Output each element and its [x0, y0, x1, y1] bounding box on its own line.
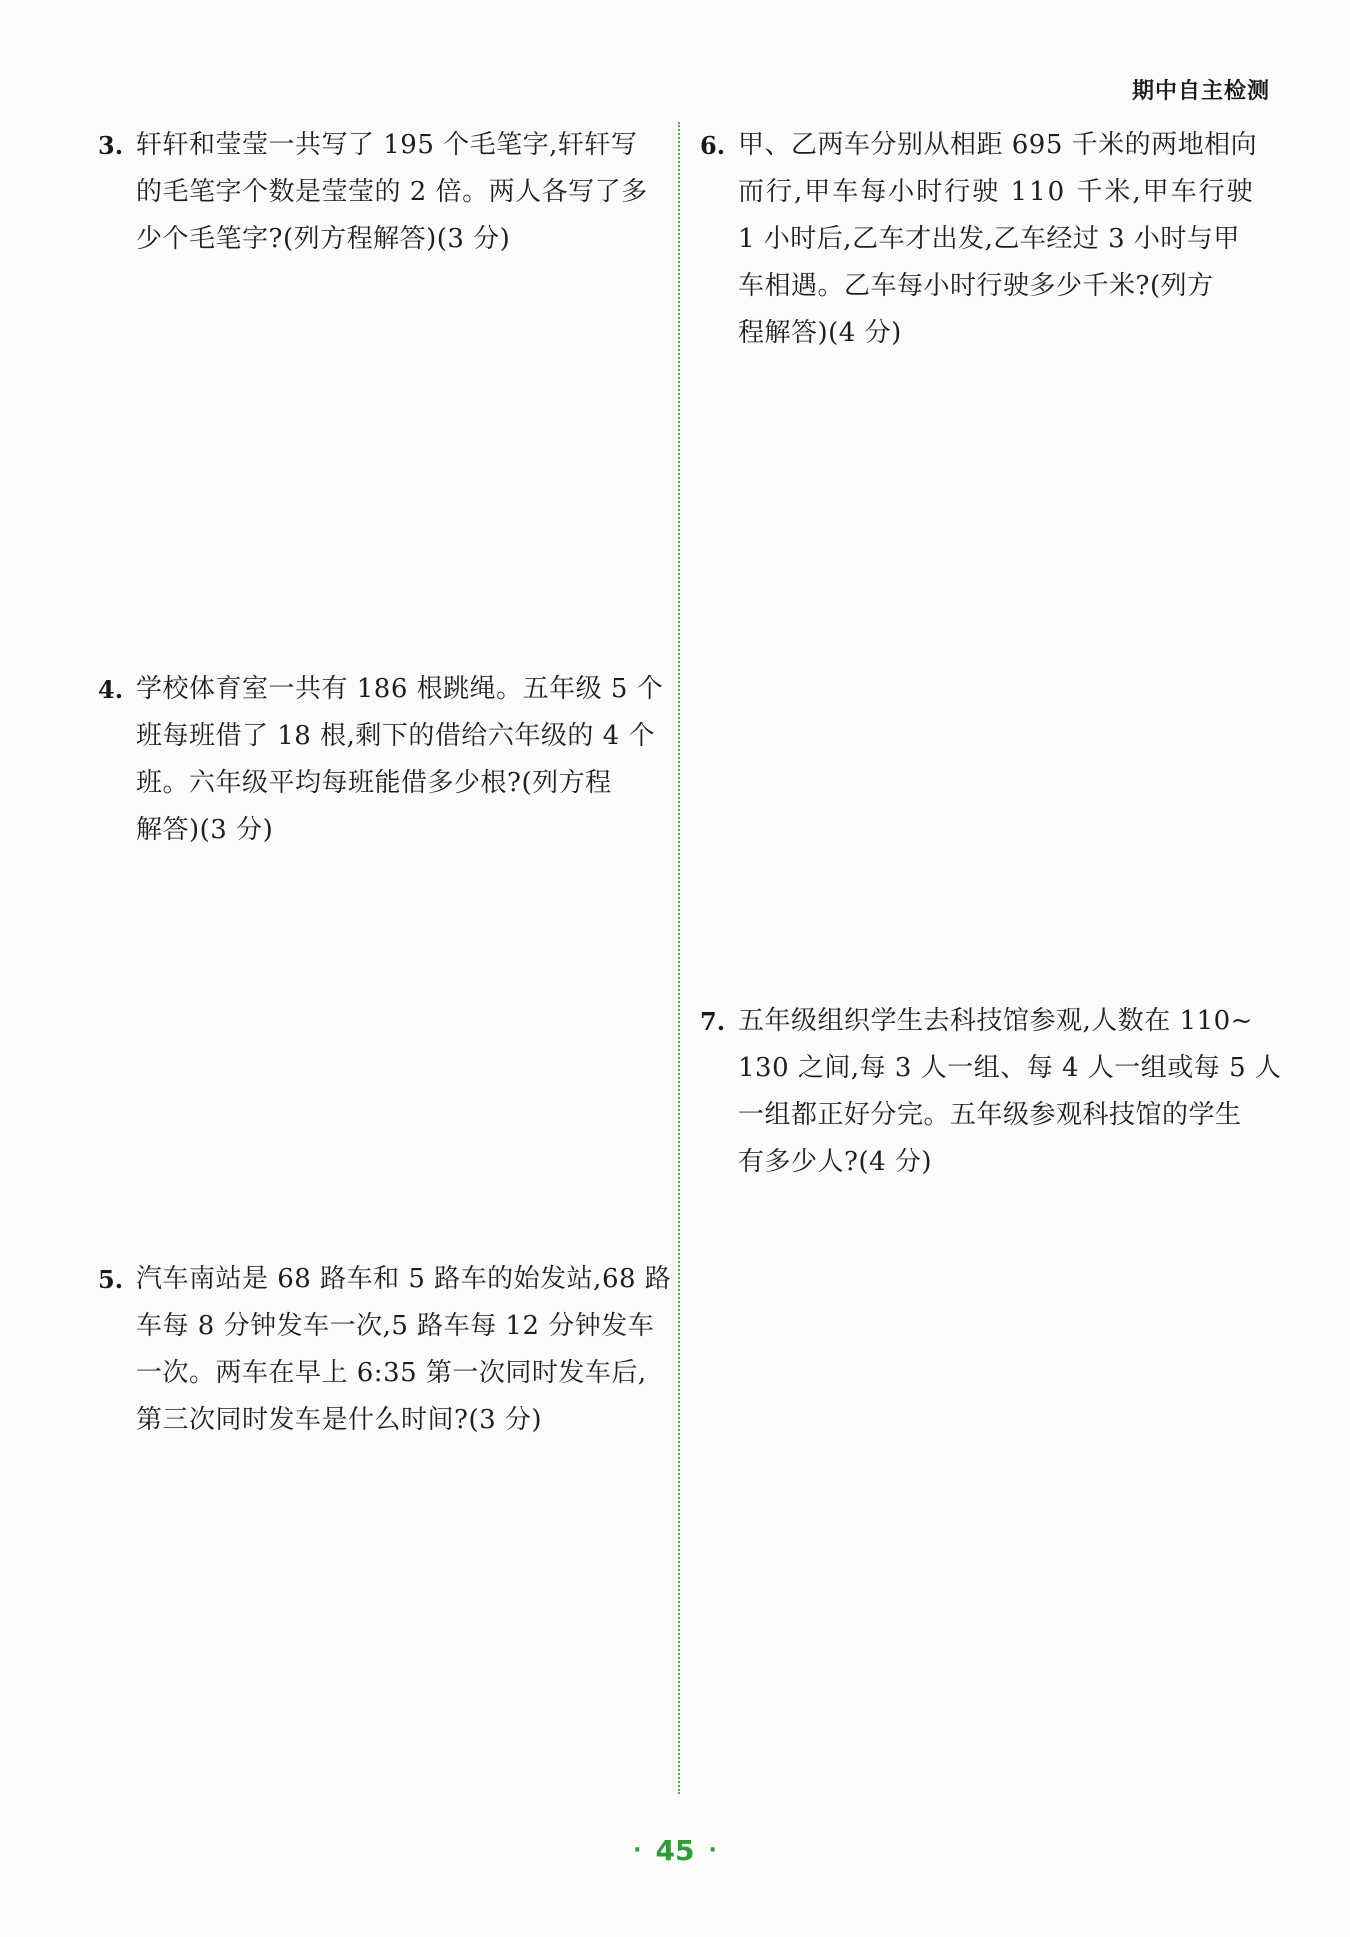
- column-divider: [678, 122, 680, 1794]
- question-text-line: 一组都正好分完。五年级参观科技馆的学生: [738, 1100, 1242, 1130]
- question-number: 5.: [98, 1265, 124, 1294]
- question-text-line: 班每班借了 18 根,剩下的借给六年级的 4 个: [136, 721, 655, 751]
- question-text-line: 五年级组织学生去科技馆参观,人数在 110~: [738, 1006, 1253, 1036]
- question-3: [98, 122, 658, 263]
- question-text-line: 而行,甲车每小时行驶 110 千米,甲车行驶: [738, 177, 1255, 207]
- question-number: 4.: [98, 675, 124, 704]
- question-5: [98, 1256, 672, 1444]
- question-text-line: 班。六年级平均每班能借多少根?(列方程: [136, 768, 612, 798]
- question-text-line: 有多少人?(4 分): [738, 1147, 933, 1177]
- question-text-line: 车每 8 分钟发车一次,5 路车每 12 分钟发车: [136, 1311, 655, 1341]
- page-number-dot-left: ·: [633, 1838, 642, 1863]
- page-number: [0, 1834, 1350, 1867]
- question-text-line: 第三次同时发车是什么时间?(3 分): [136, 1405, 543, 1435]
- question-text-line: 解答)(3 分): [136, 815, 274, 845]
- question-number: 7.: [700, 1007, 726, 1036]
- section-title: 期中自主检测: [1131, 79, 1270, 104]
- question-text-line: 的毛笔字个数是莹莹的 2 倍。两人各写了多: [136, 177, 648, 207]
- question-number: 6.: [700, 131, 726, 160]
- question-text-line: 程解答)(4 分): [738, 318, 902, 348]
- question-text-line: 轩轩和莹莹一共写了 195 个毛笔字,轩轩写: [136, 130, 638, 160]
- question-4: [98, 666, 664, 854]
- question-text-line: 车相遇。乙车每小时行驶多少千米?(列方: [738, 271, 1214, 301]
- question-text-line: 130 之间,每 3 人一组、每 4 人一组或每 5 人: [738, 1053, 1282, 1083]
- question-text-line: 汽车南站是 68 路车和 5 路车的始发站,68 路: [136, 1264, 672, 1294]
- question-text-line: 一次。两车在早上 6:35 第一次同时发车后,: [136, 1358, 647, 1388]
- question-number: 3.: [98, 131, 124, 160]
- question-text-line: 1 小时后,乙车才出发,乙车经过 3 小时与甲: [738, 224, 1240, 254]
- question-text-line: 少个毛笔字?(列方程解答)(3 分): [136, 224, 511, 254]
- question-text-line: 甲、乙两车分别从相距 695 千米的两地相向: [738, 130, 1258, 160]
- page-number-dot-right: ·: [708, 1838, 717, 1863]
- question-7: [700, 998, 1282, 1186]
- page-number-value: 45: [655, 1834, 695, 1867]
- question-text-line: 学校体育室一共有 186 根跳绳。五年级 5 个: [136, 674, 664, 704]
- question-6: [700, 122, 1260, 357]
